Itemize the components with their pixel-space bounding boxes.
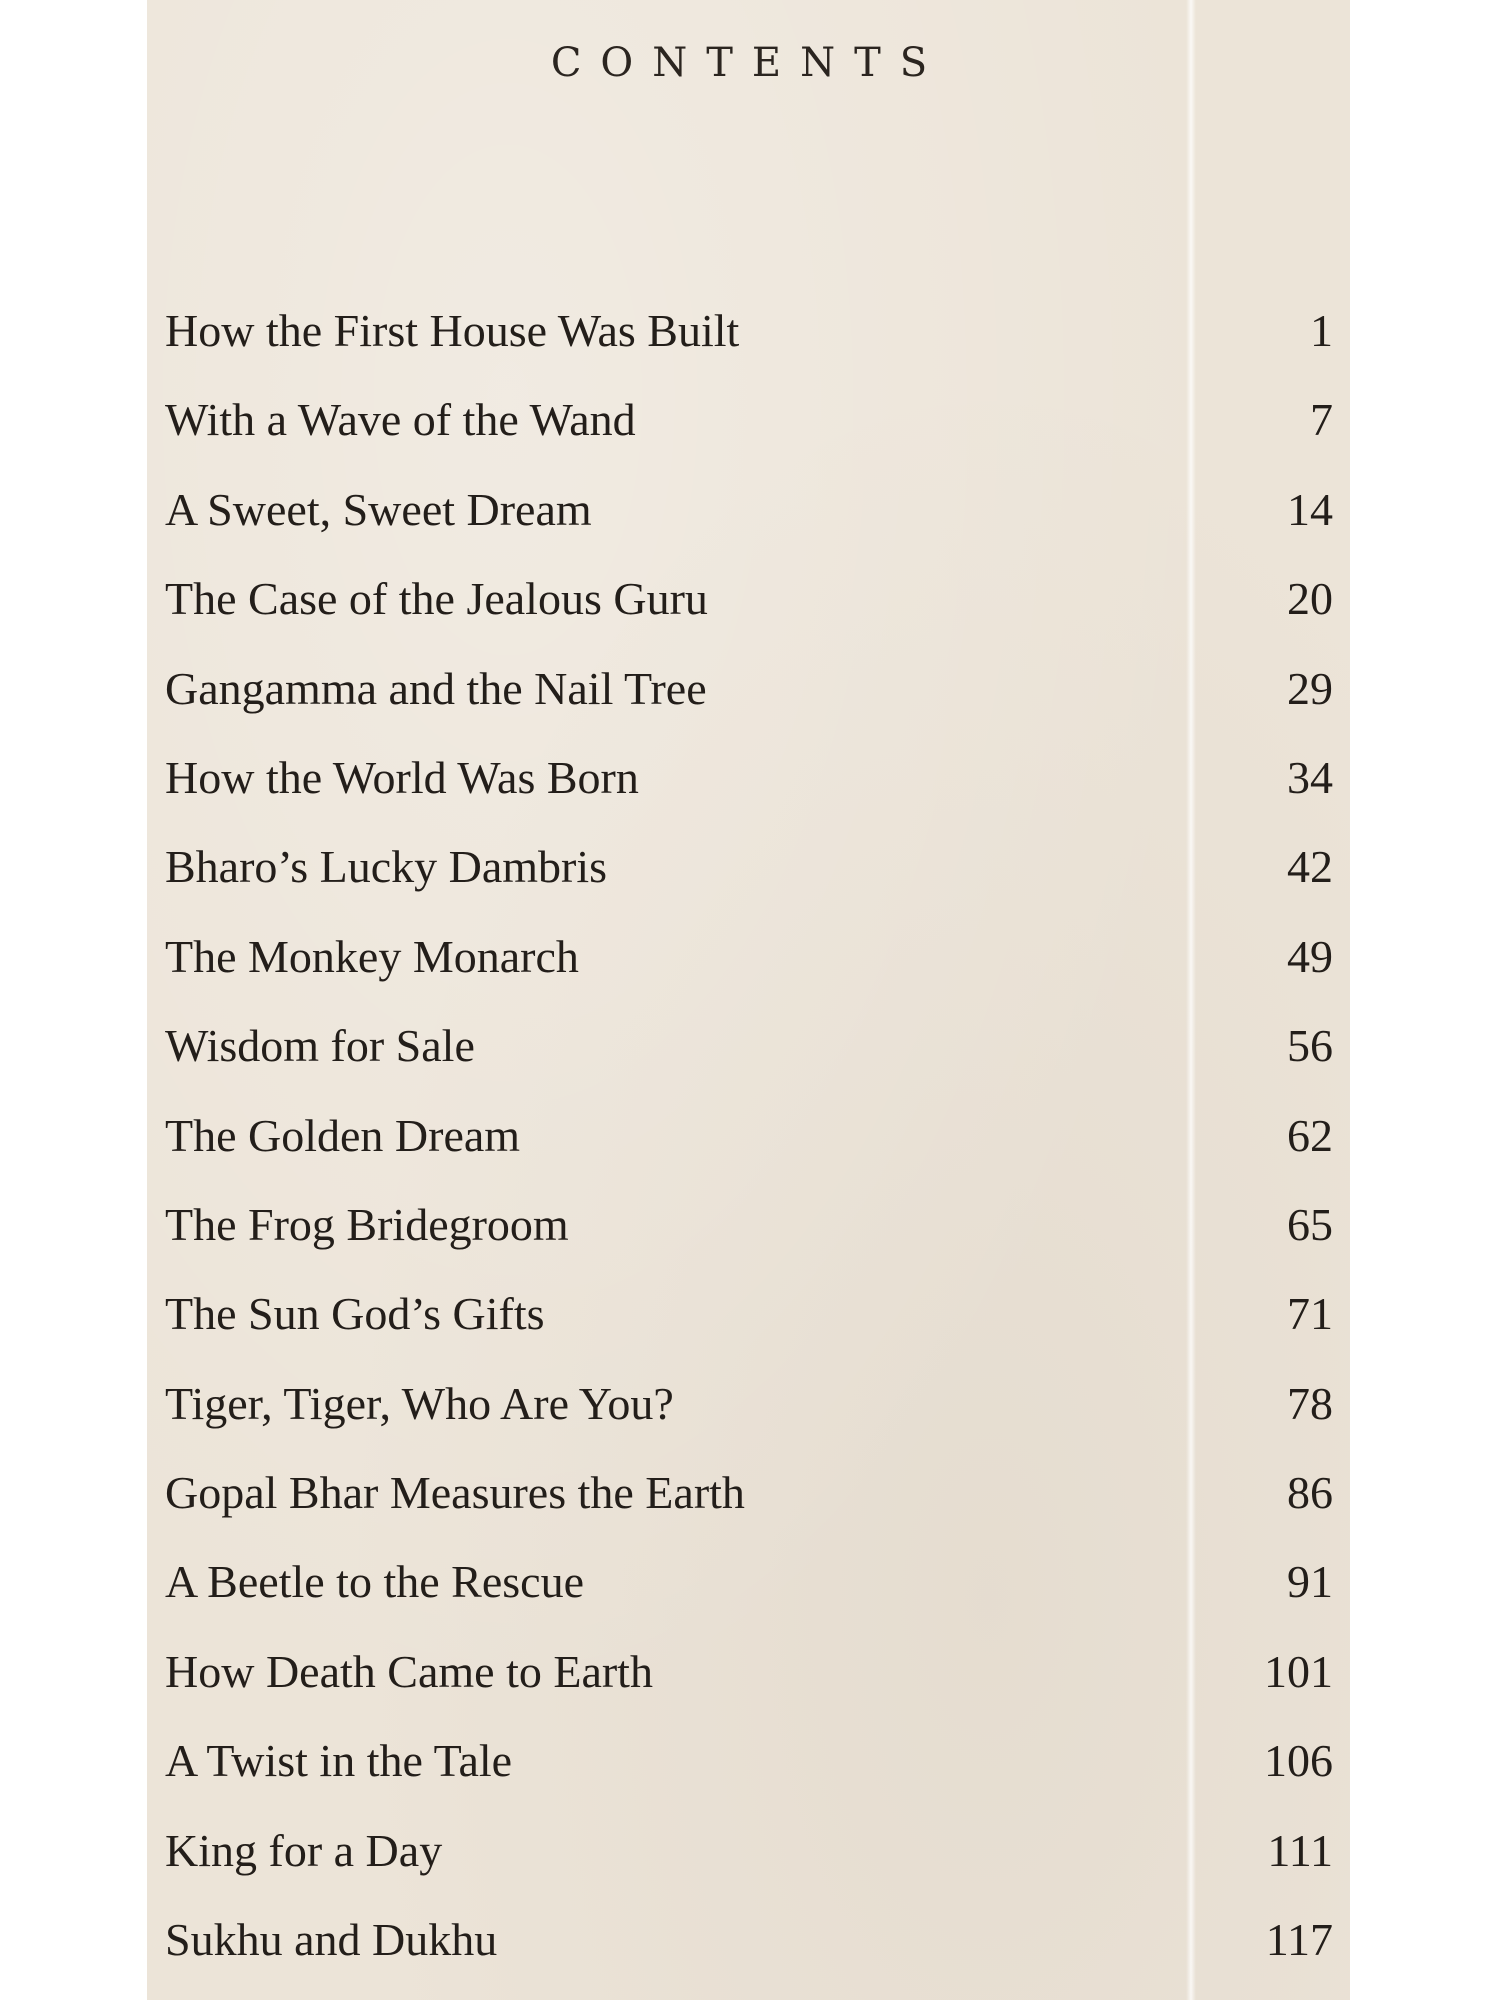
toc-entry[interactable] (165, 286, 1333, 375)
toc-entry[interactable] (165, 1359, 1333, 1448)
toc-entry-page: 34 (1287, 751, 1333, 803)
toc-entry-title: A Twist in the Tale (165, 1735, 513, 1787)
toc-entry-title: Sukhu and Dukhu (165, 1914, 498, 1966)
toc-entry-page: 1 (1310, 305, 1333, 356)
toc-entry-page: 7 (1310, 394, 1333, 446)
toc-entry-title: King for a Day (165, 1824, 443, 1876)
toc-entry-title: Gopal Bhar Measures the Earth (165, 1467, 745, 1519)
toc-entry-title: Bharo’s Lucky Dambris (165, 841, 608, 893)
toc-entry-title: With a Wave of the Wand (165, 394, 636, 446)
toc-entry[interactable] (165, 554, 1333, 643)
book-page (147, 0, 1350, 2000)
toc-entry[interactable] (165, 1001, 1333, 1090)
toc-entry[interactable] (165, 1716, 1333, 1805)
contents-heading: CONTENTS (550, 40, 947, 86)
toc-entry[interactable] (165, 1448, 1333, 1537)
toc-entry[interactable] (165, 1180, 1333, 1269)
toc-entry-page: 91 (1287, 1556, 1333, 1608)
toc-entry[interactable] (165, 1806, 1333, 1895)
toc-entry-title: How Death Came to Earth (165, 1645, 653, 1697)
toc-entry-title: A Sweet, Sweet Dream (165, 483, 592, 535)
toc-entry[interactable] (165, 1269, 1333, 1358)
toc-entry-page: 49 (1287, 930, 1333, 982)
toc-entry-title: The Case of the Jealous Guru (165, 573, 708, 625)
toc-entry-page: 106 (1264, 1735, 1333, 1787)
toc-entry[interactable] (165, 1627, 1333, 1716)
toc-entry-page: 65 (1287, 1198, 1333, 1250)
toc-entry-page: 20 (1287, 573, 1333, 625)
toc-entry-page: 14 (1287, 483, 1333, 535)
toc-entry[interactable] (165, 375, 1333, 464)
toc-entry-title: The Sun God’s Gifts (165, 1288, 545, 1340)
toc-entry-page: 78 (1287, 1377, 1333, 1429)
toc-entry[interactable] (165, 465, 1333, 554)
toc-entry-page: 42 (1287, 841, 1333, 893)
toc-entry-title: The Golden Dream (165, 1109, 521, 1161)
toc-entry-page: 71 (1287, 1288, 1333, 1340)
toc-entry-page: 56 (1287, 1020, 1333, 1072)
toc-entry[interactable] (165, 644, 1333, 733)
toc-entry-title: Tiger, Tiger, Who Are You? (165, 1377, 674, 1429)
toc-entry-title: Gangamma and the Nail Tree (165, 662, 707, 714)
toc-entry[interactable] (165, 912, 1333, 1001)
toc-entry-page: 86 (1287, 1467, 1333, 1519)
toc-entry-page: 111 (1267, 1824, 1333, 1876)
table-of-contents (165, 286, 1333, 1984)
toc-entry-page: 117 (1265, 1914, 1333, 1966)
toc-entry-page: 62 (1287, 1109, 1333, 1161)
toc-entry[interactable] (165, 1537, 1333, 1626)
toc-entry[interactable] (165, 733, 1333, 822)
toc-entry-page: 29 (1287, 662, 1333, 714)
toc-entry-title: How the World Was Born (165, 751, 639, 803)
toc-entry[interactable] (165, 1091, 1333, 1180)
toc-entry[interactable] (165, 1895, 1333, 1984)
toc-entry[interactable] (165, 822, 1333, 911)
toc-entry-title: Wisdom for Sale (165, 1020, 475, 1072)
toc-entry-title: The Monkey Monarch (165, 930, 579, 982)
toc-entry-page: 101 (1264, 1645, 1333, 1697)
toc-entry-title: The Frog Bridegroom (165, 1198, 569, 1250)
toc-entry-title: A Beetle to the Rescue (165, 1556, 584, 1608)
toc-entry-title: How the First House Was Built (165, 305, 740, 356)
